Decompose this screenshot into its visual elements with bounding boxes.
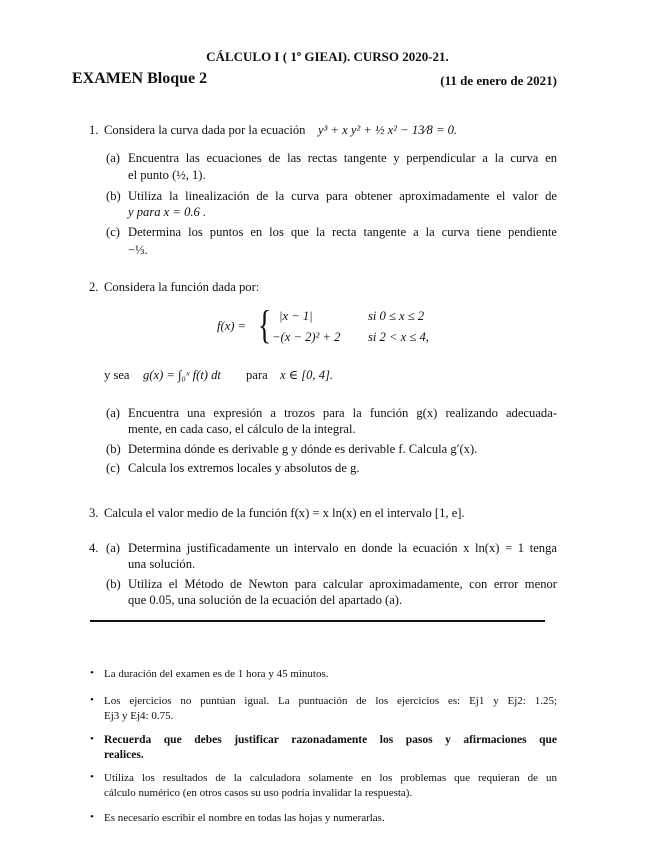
note-text: Utiliza los resultados de la calculadora solamente en los problemas que requieran de un <box>104 772 557 784</box>
bullet-icon: • <box>90 811 94 823</box>
bullet-icon: • <box>90 667 94 679</box>
part-text: Encuentra las ecuaciones de las rectas tangente y perpendicular a la curva en <box>128 151 557 165</box>
part-text: Utiliza el Método de Newton para calcular aproximadamente, con error menor <box>128 577 557 591</box>
g-definition: g(x) = ∫₀ˣ f(t) dt <box>143 368 221 382</box>
divider <box>90 620 545 622</box>
question-stem: Considera la curva dada por la ecuación <box>104 123 306 137</box>
bullet-icon: • <box>90 733 94 745</box>
part-text: Determina dónde es derivable g y dónde es derivable f. Calcula g′(x). <box>128 442 478 456</box>
equation: y³ + x y² + ½ x² − 13⁄8 = 0. <box>318 123 458 137</box>
g-def-prefix: y sea <box>104 368 130 382</box>
exam-date: (11 de enero de 2021) <box>440 73 557 88</box>
g-domain: x ∈ [0, 4]. <box>280 368 334 382</box>
note-text: La duración del examen es de 1 hora y 45 minutos. <box>104 668 329 680</box>
part-label: (a) <box>106 151 120 165</box>
case-expression: |x − 1| <box>279 309 313 323</box>
part-text: Determina justificadamente un intervalo en donde la ecuación x ln(x) = 1 tenga <box>128 541 557 555</box>
note-text: realices. <box>104 749 144 761</box>
case-condition: si 2 < x ≤ 4, <box>368 330 429 344</box>
brace: { <box>257 302 272 347</box>
question-text: Calcula el valor medio de la función f(x) = x ln(x) en el intervalo [1, e]. <box>104 506 465 520</box>
g-def-para: para <box>246 368 268 382</box>
part-label: (a) <box>106 406 120 420</box>
bullet-icon: • <box>90 694 94 706</box>
question-number: 2. <box>89 280 99 294</box>
part-text: Utiliza la linealización de la curva para obtener aproximadamente el valor de <box>128 189 557 203</box>
note-text: Los ejercicios no puntúan igual. La puntuación de los ejercicios es: Ej1 y Ej2: 1.25; <box>104 695 557 707</box>
exam-title: EXAMEN Bloque 2 <box>72 70 208 87</box>
function-lhs: f(x) = <box>217 319 247 333</box>
case-expression: −(x − 2)² + 2 <box>272 330 341 344</box>
part-text: y para x = 0.6 . <box>128 205 207 219</box>
note-text: Es necesario escribir el nombre en todas las hojas y numerarlas. <box>104 812 385 824</box>
part-label: (c) <box>106 461 120 475</box>
part-text: que 0.05, una solución de la ecuación del apartado (a). <box>128 593 403 607</box>
question-number: 3. <box>89 506 99 520</box>
part-label: (c) <box>106 225 120 239</box>
part-label: (b) <box>106 442 121 456</box>
part-text: mente, en cada caso, el cálculo de la integral. <box>128 422 356 436</box>
question-stem: Considera la función dada por: <box>104 280 260 294</box>
note-text: Ej3 y Ej4: 0.75. <box>104 710 174 722</box>
part-label: (a) <box>106 541 120 555</box>
part-text: Calcula los extremos locales y absolutos de g. <box>128 461 360 475</box>
part-label: (b) <box>106 189 121 203</box>
note-text: cálculo numérico (en otros casos su uso podría invalidar la respuesta). <box>104 787 413 799</box>
course-title: CÁLCULO I ( 1º GIEAI). CURSO 2020-21. <box>206 49 449 64</box>
case-condition: si 0 ≤ x ≤ 2 <box>368 309 425 323</box>
part-text: Determina los puntos en los que la recta tangente a la curva tiene pendiente <box>128 225 557 239</box>
part-text: el punto (½, 1). <box>128 168 206 182</box>
note-text: Recuerda que debes justificar razonadamente los pasos y afirmaciones que <box>104 734 557 746</box>
part-text: −⅓. <box>128 243 148 257</box>
part-text: Encuentra una expresión a trozos para la función g(x) realizando adecuada- <box>128 406 557 420</box>
question-number: 1. <box>89 123 99 137</box>
question-number: 4. <box>89 541 99 555</box>
part-label: (b) <box>106 577 121 591</box>
bullet-icon: • <box>90 771 94 783</box>
part-text: una solución. <box>128 557 196 571</box>
